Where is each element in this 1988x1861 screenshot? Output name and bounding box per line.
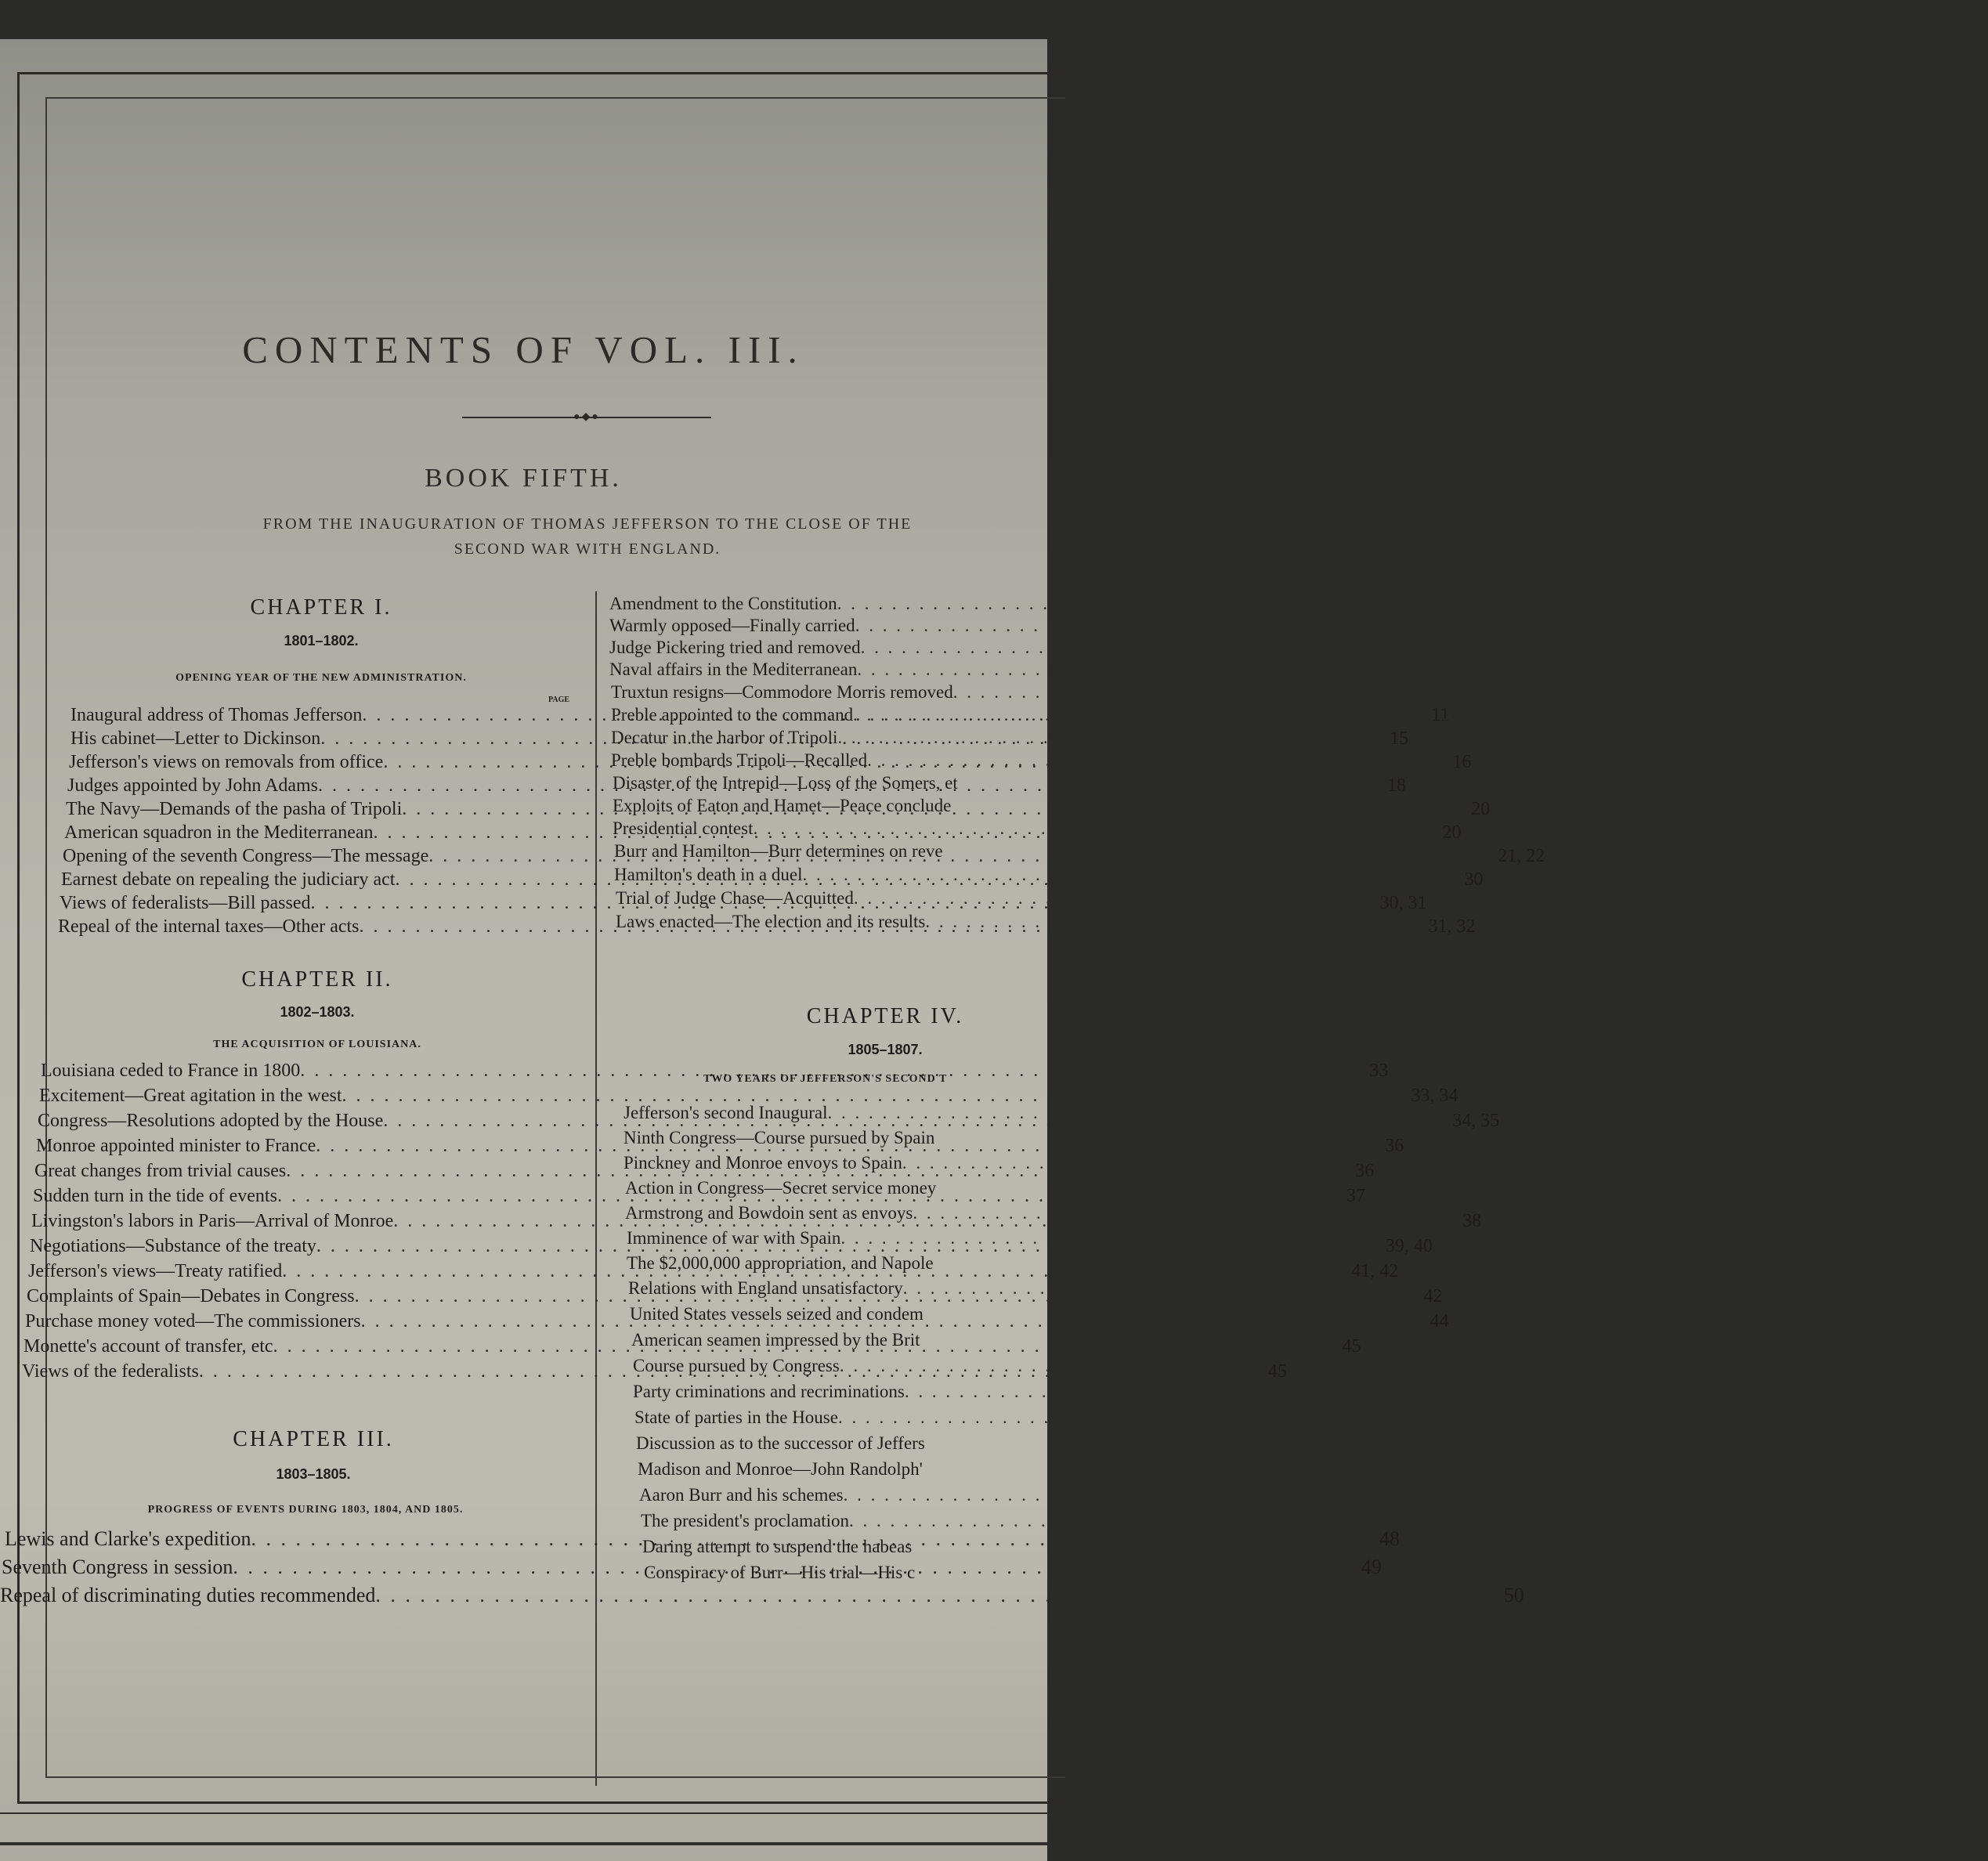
toc-entry: Sudden turn in the tide of events . . . 37 (33, 1184, 581, 1208)
chapter-4-subtitle: TWO YEARS OF JEFFERSON'S SECOND T (703, 1073, 948, 1085)
toc-entry: Decatur in the harbor of Tripoli . . . (611, 726, 1047, 750)
toc-entry: Preble appointed to the command . . . (611, 703, 1047, 727)
chapter-2-years: 1802–1803. (280, 1004, 355, 1020)
toc-entry: Great changes from trivial causes . . . 36 (34, 1159, 581, 1183)
book-subtitle: FROM THE INAUGURATION OF THOMAS JEFFERSON TO THE CLOSE OF THE SECOND WAR WITH ENGLAND. (262, 515, 913, 558)
toc-entry: Jefferson's second Inaugural . . . (624, 1101, 1047, 1125)
toc-entry: Seventh Congress in session . . . 49 (2, 1556, 608, 1579)
toc-entry: Trial of Judge Chase—Acquitted . . . (616, 887, 1047, 910)
toc-entry: Views of the federalists . . . 45 (22, 1360, 581, 1383)
toc-entry: The Navy—Demands of the pasha of Tripoli . . . 20 (66, 797, 580, 821)
book-heading: BOOK FIFTH. (425, 464, 622, 493)
toc-entry: Exploits of Eaton and Hamet—Peace conclude (613, 796, 952, 815)
toc-entry: Jefferson's views—Treaty ratified . . . 41, 42 (28, 1259, 581, 1283)
toc-entry: Truxtun resigns—Commodore Morris removed . . . (611, 681, 1047, 704)
toc-entry: The $2,000,000 appropriation, and Napole (627, 1253, 934, 1273)
toc-entry: Relations with England unsatisfactory . . . (628, 1277, 1047, 1300)
toc-entry: Opening of the seventh Congress—The message . . . 21, 22 (63, 844, 581, 868)
toc-entry: Aaron Burr and his schemes . . . (639, 1483, 1047, 1507)
toc-entry: Monroe appointed minister to France . . . 36 (36, 1134, 581, 1158)
ornament-divider: ●◆● (462, 411, 711, 424)
toc-entry: Action in Congress—Secret service money (625, 1178, 937, 1198)
chapter-3-years: 1803–1805. (276, 1466, 351, 1482)
page-column-label: PAGE (548, 696, 570, 704)
toc-entry: Repeal of discriminating duties recommended . . . 50 (0, 1584, 608, 1607)
chapter-1-subtitle: OPENING YEAR OF THE NEW ADMINISTRATION. (175, 672, 467, 684)
toc-entry: Lewis and Clarke's expedition . . . 48 (5, 1527, 608, 1551)
bottom-rule (0, 1842, 1047, 1845)
chapter-1-years: 1801–1802. (284, 633, 359, 649)
toc-entry: Negotiations—Substance of the treaty . . . 39, 40 (30, 1234, 581, 1258)
page-title: CONTENTS OF VOL. III. (242, 328, 804, 371)
chapter-3-heading: CHAPTER III. (233, 1427, 394, 1451)
toc-entry: Monette's account of transfer, etc . . . 45 (23, 1335, 581, 1358)
toc-entry: Earnest debate on repealing the judiciary act . . . 30 (61, 868, 581, 891)
toc-entry: Jefferson's views on removals from office . . . 16 (69, 750, 580, 774)
toc-entry: State of parties in the House . . . (634, 1406, 1047, 1429)
toc-entry: Pinckney and Monroe envoys to Spain . . . (624, 1151, 1047, 1175)
toc-entry: Purchase money voted—The commissioners . . . 44 (25, 1310, 581, 1333)
toc-entry: American squadron in the Mediterranean . . . 20 (64, 821, 580, 844)
toc-entry: Views of federalists—Bill passed . . . 30, 31 (60, 891, 581, 915)
toc-entry: Discussion as to the successor of Jeffers (636, 1433, 925, 1453)
toc-entry: Armstrong and Bowdoin sent as envoys . . . (625, 1202, 1047, 1225)
toc-entry: Amendment to the Constitution . . . (609, 592, 1047, 616)
toc-entry: Imminence of war with Spain . . . (627, 1227, 1047, 1250)
toc-entry: Congress—Resolutions adopted by the House . . . 34, 35 (38, 1109, 581, 1133)
bottom-rule (0, 1812, 1047, 1814)
chapter-2-subtitle: THE ACQUISITION OF LOUISIANA. (213, 1039, 421, 1050)
toc-entry: Judges appointed by John Adams . . . 18 (67, 774, 580, 797)
chapter-3-subtitle: PROGRESS OF EVENTS DURING 1803, 1804, AND 1805. (147, 1504, 464, 1516)
toc-entry: Disaster of the Intrepid—Loss of the Somers, et (613, 773, 958, 793)
toc-entry: His cabinet—Letter to Dickinson . . . 15 (70, 727, 580, 750)
toc-entry: Burr and Hamilton—Burr determines on reve (614, 841, 943, 861)
chapter-4-years: 1805–1807. (848, 1042, 923, 1057)
toc-entry: Excitement—Great agitation in the west . . . 33, 34 (39, 1084, 581, 1108)
toc-entry: Repeal of the internal taxes—Other acts . . . 31, 32 (58, 915, 581, 938)
toc-entry: Conspiracy of Burr—His trial—His c (644, 1563, 916, 1582)
toc-entry: Presidential contest . . . (613, 817, 1047, 840)
chapter-4-heading: CHAPTER IV. (806, 1004, 964, 1028)
toc-entry: Warmly opposed—Finally carried . . . (609, 614, 1047, 638)
toc-entry: Laws enacted—The election and its results . . . (616, 910, 1047, 934)
chapter-2-heading: CHAPTER II. (241, 967, 393, 992)
toc-entry: Hamilton's death in a duel . . . (614, 863, 1047, 887)
toc-entry: Naval affairs in the Mediterranean . . . (609, 658, 1047, 681)
toc-entry: Course pursued by Congress . . . (633, 1354, 1047, 1378)
toc-entry: Inaugural address of Thomas Jefferson . . . 11 (70, 703, 580, 727)
toc-entry: Daring attempt to suspend the habeas (642, 1537, 913, 1556)
toc-entry: Judge Pickering tried and removed . . . (609, 636, 1047, 659)
toc-entry: Madison and Monroe—John Randolph' (638, 1459, 923, 1479)
toc-entry: Complaints of Spain—Debates in Congress . . . 42 (27, 1285, 581, 1308)
toc-entry: Party criminations and recriminations . . . (633, 1380, 1047, 1404)
chapter-1-heading: CHAPTER I. (250, 595, 392, 620)
toc-entry: United States vessels seized and condem (630, 1304, 924, 1324)
toc-entry: Livingston's labors in Paris—Arrival of Monroe . . . 38 (31, 1209, 581, 1233)
toc-entry: Preble bombards Tripoli—Recalled . . . (611, 749, 1047, 772)
toc-entry: The president's proclamation . . . (641, 1509, 1047, 1533)
toc-entry: American seamen impressed by the Brit (631, 1330, 920, 1350)
toc-entry: Ninth Congress—Course pursued by Spain (624, 1128, 935, 1147)
toc-entry: Louisiana ceded to France in 1800 . . . 33 (41, 1059, 581, 1082)
book-page (0, 39, 1545, 1861)
